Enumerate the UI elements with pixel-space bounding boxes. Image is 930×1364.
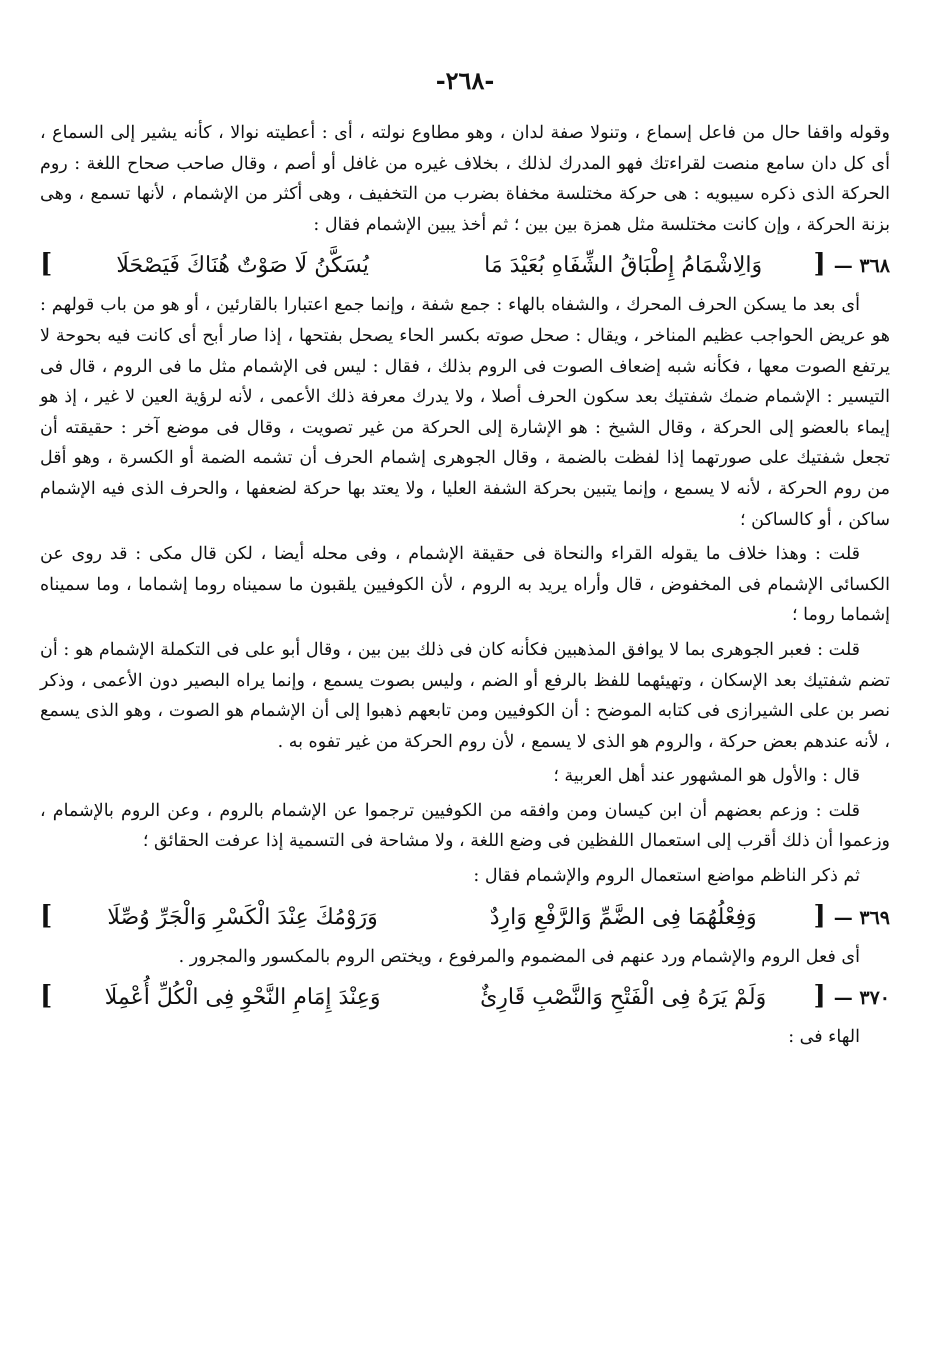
paragraph: أى بعد ما يسكن الحرف المحرك ، والشفاه بالهاء : جمع شفة ، وإنما جمع اعتبارا بالقارئين ، أو هو من باب قولهم : هو عريض الحواجب عظيم المناخر ، ويقال : صحل صوته بكسر الحاء يصحل بفتحها ، إذا صار أبح أى كانت فيه بحوحة لا يرتفع الصوت معها ، فكأنه شبه إضعاف الصوت فى الروم بذلك ، فقال : ليس فى الإشمام مثل ما فى الروم ، قال فى التيسير : الإشمام ضمك شفتيك بعد سكون الحرف أصلا ، ولا يدرك معرفة ذلك الأعمى ، لأنه لرؤية العين لا غير ، إذ هو إيماء بالعضو إلى الحركة ، وقال الشيخ : هو الإشارة إلى الحركة من غير تصويت ، وقال فى موضع آخر : حقيقته أن تجعل شفتيك على صورتهما إذا لفظت بالضمة ، وقال الجوهرى إشمام الحرف أن تشمه الضمة أو الكسرة ، وهو أقل من روم الحركة ، لأنه لا يسمع ، وإنما يتبين بحركة الشفة العليا ، ولا يعتد بها حركة لضعفها ، والحرف الذى فيه الإشمام ساكن ، أو كالساكن ؛ bbox=[40, 295, 890, 530]
verse-bracket-open: [ bbox=[813, 981, 826, 1012]
verse-bracket-close: ] bbox=[40, 900, 53, 931]
verse-bracket-open: [ bbox=[813, 900, 826, 931]
verse-number: ٣٦٩ — bbox=[833, 906, 890, 929]
paragraph: قال : والأول هو المشهور عند أهل العربية ؛ bbox=[553, 766, 860, 787]
paragraph: الهاء فى : bbox=[788, 1027, 860, 1048]
verse-first-hemistich: وَلَمْ يَرَهُ فِى الْفَتْحِ وَالنَّصْبِ قَارِئٌ bbox=[480, 985, 767, 1011]
verse-line bbox=[40, 976, 890, 1018]
verse-second-hemistich: وَرَوْمُكَ عِنْدَ الْكَسْرِ وَالْجَرِّ وُصِّلَا bbox=[107, 904, 378, 930]
paragraph: قلت : وزعم بعضهم أن ابن كيسان ومن وافقه من الكوفيين ترجموا عن الإشمام بالروم ، وعن الروم بالإشمام ، وزعموا أن ذلك أقرب إلى استعمال اللفظين فى وضع اللغة ، ولا مشاحة فى التسمية إذا عرفت الحقائق ؛ bbox=[40, 800, 890, 852]
paragraph: قلت : وهذا خلاف ما يقوله القراء والنحاة فى حقيقة الإشمام ، وفى محله أيضا ، لكن قال مكى : قد روى عن الكسائى الإشمام فى المخفوض ، قال وأراه يريد به الروم ، لأن الكوفيين يلقبون ما سميناه روما إشماما ، وما سميناه إشماما روما ؛ bbox=[40, 544, 890, 626]
verse-second-hemistich: يُسَكَّنُ لَا صَوْتٌ هُنَاكَ فَيَصْحَلَا bbox=[116, 253, 369, 279]
verse-number: ٣٦٨ — bbox=[833, 255, 890, 278]
verse-line bbox=[40, 244, 890, 286]
verse-second-hemistich: وَعِنْدَ إِمَامِ النَّحْوِ فِى الْكُلِّ أُعْمِلَا bbox=[104, 985, 381, 1011]
verse-number: ٣٧٠ — bbox=[833, 987, 890, 1010]
verse-line bbox=[40, 896, 890, 938]
paragraph: ثم ذكر الناظم مواضع استعمال الروم والإشمام فقال : bbox=[473, 866, 860, 887]
verse-bracket-close: ] bbox=[40, 981, 53, 1012]
verse-first-hemistich: وَفِعْلُهُمَا فِى الضَّمِّ وَالرَّفْعِ وَارِدٌ bbox=[489, 904, 757, 930]
page-number: -٢٦٨- bbox=[435, 66, 495, 95]
verse-bracket-close: ] bbox=[40, 249, 53, 280]
verse-first-hemistich: وَالِاشْمَامُ إِطْبَاقُ الشِّفَاهِ بُعَيْدَ مَا bbox=[484, 253, 763, 279]
verse-bracket-open: [ bbox=[813, 249, 826, 280]
paragraph: قلت : فعبر الجوهرى بما لا يوافق المذهبين فكأنه كان فى ذلك بين بين ، وقال أبو على فى التكملة الإشمام هو : أن تضم شفتيك بعد الإسكان ، وتهيئهما للفظ بالرفع أو الضم ، وليس بصوت يسمع ، وإنما يراه البصير دون الأعمى ، وذكر نصر بن على الشيرازى فى كتابه الموضح : أن الكوفيين ومن تابعهم ذهبوا إلى أن الإشمام هو الصوت ، وهو الذى يسمع ، لأنه عندهم بعض حركة ، والروم هو الذى لا يسمع ، لأن روم الحركة من غير تفوه به . bbox=[40, 639, 890, 752]
body-text bbox=[40, 118, 890, 1057]
paragraph: وقوله واقفا حال من فاعل إسماع ، وتنولا صفة لدان ، وهو مطاوع نولته ، أى : أعطيته نوالا ، كأنه يشير إلى السماع ، أى كل دان سامع منصت لقراءتك فهو المدرك لذلك ، بخلاف غيره من غافل أو أصم ، وقال صاحب صحاح اللغة : روم الحركة الذى ذكره سيبويه : هى حركة مختلسة مخفاة بضرب من التخفيف ، وهى أكثر من الإشمام ، لأنها تسمع ، وهى بزنة الحركة ، وإن كانت مختلسة مثل همزة بين بين ؛ ثم أخذ يبين الإشمام فقال : bbox=[40, 123, 890, 235]
paragraph: أى فعل الروم والإشمام ورد عنهم فى المضموم والمرفوع ، ويختص الروم بالمكسور والمجرور . bbox=[178, 946, 860, 967]
